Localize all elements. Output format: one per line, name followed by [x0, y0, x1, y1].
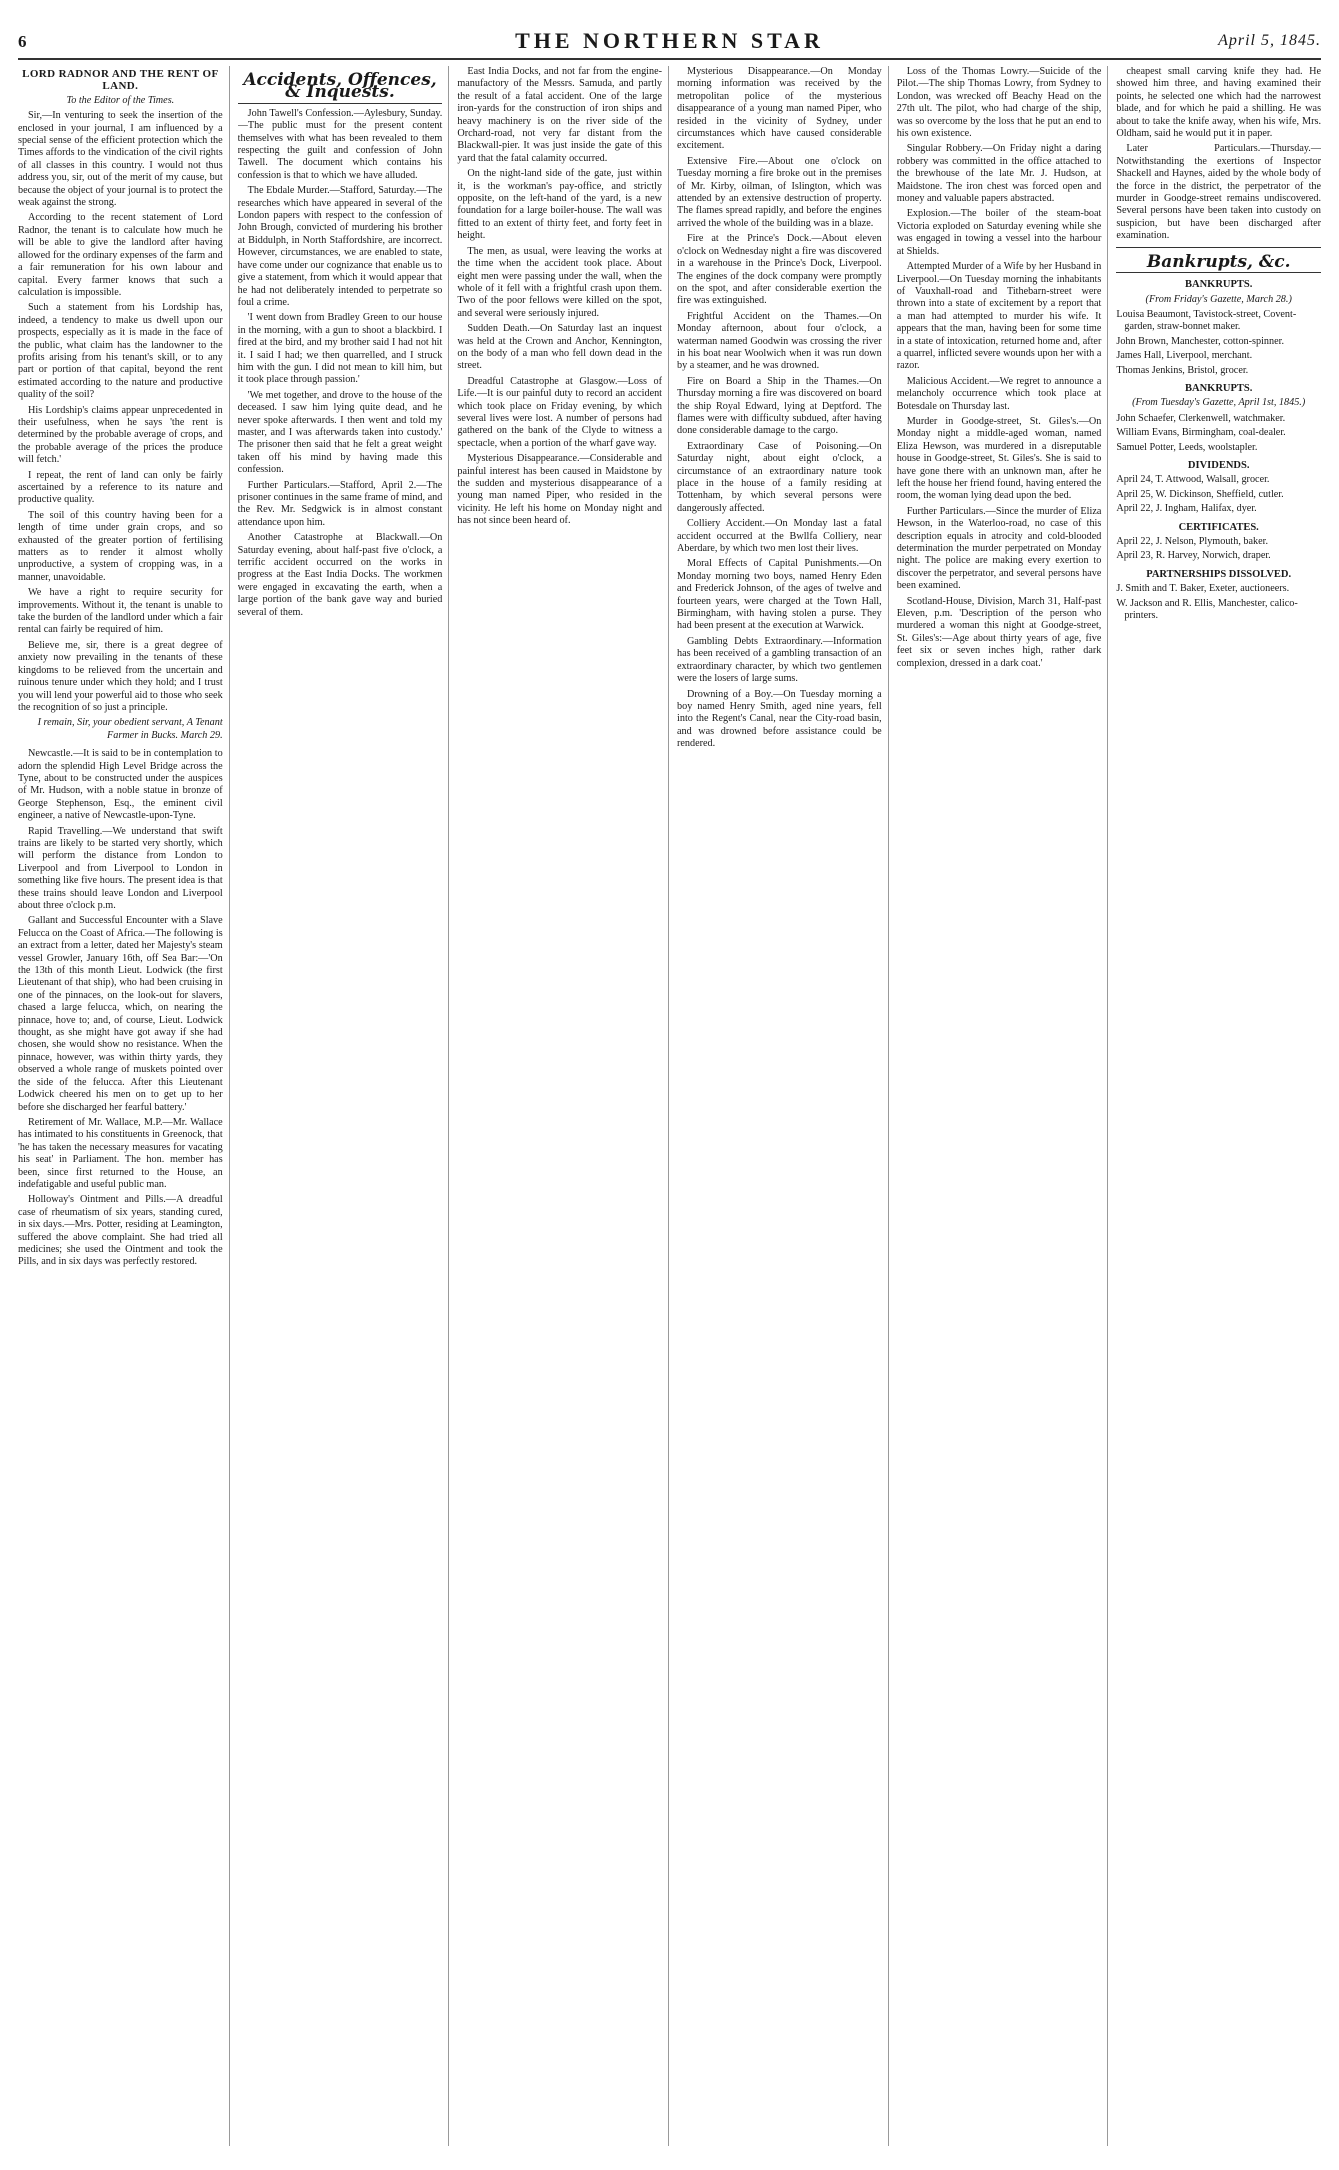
article-paragraph: Loss of the Thomas Lowry.—Suicide of the Pilot.—The ship Thomas Lowry, from Sydney to London, was wrecked off Beachy Head on the 27th ult. The pilot, who had charge of the ship, was so overcome by the loss that he put an end to his own existence. [896, 66, 1102, 140]
article [238, 480, 443, 619]
article-paragraph: Dreadful Catastrophe at Glasgow.—Loss of Life.—It is our painful duty to record an accident which took place on Friday evening, by which several lives were lost. A number of persons had gathered on the bank of the Clyde to witness a spectacle, when a portion of the wharf gave way. [457, 375, 663, 449]
article-paragraph: The men, as usual, were leaving the works at the time when the accident took place. About eight men were passing under the wall, when the whole of it fell with a frightful crash upon them. Two of the poor fellows were killed on the spot, and several were seriously injured. [457, 245, 663, 319]
list-item: April 22, J. Ingham, Halifax, dyer. [1116, 503, 1257, 515]
article-paragraph: Extensive Fire.—About one o'clock on Tuesday morning a fire broke out in the premises of Mr. Kirby, oilman, of Islington, which was attended by an extensive destruction of property. The flames spread rapidly, and before the engines arrived the whole of the building was in a blaze. [677, 155, 882, 229]
article-paragraph: Sudden Death.—On Saturday last an inquest was held at the Crown and Anchor, Kennington, on the body of a man who fell down dead in the street. [457, 323, 663, 372]
article-paragraph: His Lordship's claims appear unprecedented in their usefulness, when he says 'the rent is determined by the probable average of crops, and the probable average of the prices the produce will fetch.' [18, 404, 223, 466]
article [677, 66, 882, 751]
list-heading: CERTIFICATES. [1178, 521, 1259, 533]
bankrupts-section-heading: Bankrupts, &c. [1146, 251, 1291, 272]
article-paragraph: Frightful Accident on the Thames.—On Monday afternoon, about four o'clock, a waterman named Goodwin was crossing the river in his boat near Woolwich when it was run down by a steamer, and he was drowned. [677, 310, 882, 372]
article-paragraph: The Ebdale Murder.—Stafford, Saturday.—The researches which have appeared in several of the London papers with respect to the confession of John Brough, convicted of murdering his brother at Biddulph, in North Staffordshire, are incorrect. However, circumstances, we are enabled to state, have come under our cognizance that enable us to give a statement, from which it would appear that he had not deliberately intended to perpetrate so foul a crime. [237, 185, 443, 308]
masthead [18, 28, 1321, 54]
column-6 [1116, 66, 1321, 2146]
article [18, 68, 223, 742]
article-paragraph: Colliery Accident.—On Monday last a fatal accident occurred at the Bwllfa Colliery, near Aberdare, by which two men lost their lives. [677, 518, 882, 555]
article-subhead: To the Editor of the Times. [66, 94, 175, 106]
column-1 [18, 66, 230, 2146]
list-item: W. Jackson and R. Ellis, Manchester, calico-printers. [1116, 597, 1298, 622]
article-paragraph: Later Particulars.—Thursday.—Notwithstanding the exertions of Inspector Shackell and Haynes, aided by the whole body of the force in the district, the perpetrator of the murder in Goodge-street remains undiscovered. Several persons have been taken into custody on suspicion, but have been discharged after examination. [1116, 143, 1322, 242]
article-paragraph: Rapid Travelling.—We understand that swift trains are likely to be started very shortly, which will perform the distance from London to Liverpool and from Liverpool to London in something like five hours. The present idea is that these trains should leave London and Liverpool about three o'clock p.m. [18, 825, 223, 911]
section-heading: Accidents, Offences, & Inquests. [243, 70, 437, 103]
article-paragraph: Moral Effects of Capital Punishments.—On Monday morning two boys, named Henry Eden and Frederick Johnson, of the ages of twelve and fourteen years, were charged at the Town Hall, Birmingham, with having stolen a purse. They had been present at the execution at Warwick. [677, 558, 882, 632]
article-paragraph: Such a statement from his Lordship has, indeed, a tendency to make us dwell upon our prospects, especially as it is made in the face of the public, what claim has the landowner to the profits arising from his tenant's skill, or to any part or portion of that capital, beyond the rent estimated according to the nature and productive quality of the soil? [18, 302, 223, 401]
page-number: 6 [18, 32, 27, 51]
masthead-rule [18, 58, 1321, 60]
article-paragraph: Explosion.—The boiler of the steam-boat Victoria exploded on Saturday evening while she was engaged in towing a vessel into the harbour at Shields. [896, 208, 1102, 257]
article-paragraph: Fire at the Prince's Dock.—About eleven o'clock on Wednesday night a fire was discovered in a warehouse in the Prince's Dock, Liverpool. The engines of the dock company were promptly on the spot, and after considerable exertion the fire was extinguished. [677, 233, 882, 307]
column-2 [238, 66, 450, 2146]
article-paragraph: cheapest small carving knife they had. He showed him three, and having examined their points, he selected one which had the narrowest blade, and for which he paid a shilling. He was about to take the knife away, when his wife, Mrs. Oldham, said he would put it in paper. [1116, 66, 1322, 140]
article-headline: LORD RADNOR AND THE RENT OF LAND. [22, 68, 219, 93]
article-paragraph: Another Catastrophe at Blackwall.—On Saturday evening, about half-past five o'clock, a terrific accident occurred on the works in progress at the East India Docks. The workmen were engaged in excavating the earth, when a large portion of the bank gave way and buried several of them. [237, 532, 443, 618]
article-paragraph: John Tawell's Confession.—Aylesbury, Sunday.—The public must for the present content themselves with what has been revealed to them respecting the guilt and confession of John Tawell. The document which contains his confession is that to which we have alluded. [237, 107, 443, 181]
list-heading: PARTNERSHIPS DISSOLVED. [1146, 568, 1292, 580]
column-4 [677, 66, 889, 2146]
list-item: April 23, R. Harvey, Norwich, draper. [1116, 550, 1271, 562]
article-paragraph: Scotland-House, Division, March 31, Half-past Eleven, p.m. 'Description of the person who murdered a woman this night at Goodge-street, St. Giles's:—Age about thirty years of age, five feet six or seven inches high, rather dark complexion, dressed in a dark coat.' [896, 595, 1102, 669]
list-heading: BANKRUPTS. [1185, 279, 1253, 291]
article-paragraph: Gambling Debts Extraordinary.—Information has been received of a gambling transaction of an extraordinary character, by which two gentlemen were the losers of large sums. [677, 635, 882, 685]
issue-date: April 5, 1845. [1218, 32, 1321, 49]
article-paragraph: Extraordinary Case of Poisoning.—On Saturday night, about eight o'clock, a circumstance of an extraordinary nature took place in the house of a family residing at Tottenham, by which several persons were dangerously affected. [677, 440, 882, 514]
article-paragraph: Mysterious Disappearance.—On Monday morning information was received by the metropolitan police of the mysterious disappearance of a young man named Piper, who resided in the vicinity of Sydney, under circumstances which have caused considerable excitement. [677, 66, 882, 152]
newspaper-page [18, 28, 1321, 2153]
list-heading: BANKRUPTS. [1185, 382, 1253, 394]
article-paragraph: East India Docks, and not far from the engine-manufactory of the Messrs. Samuda, and partly the result of a fatal accident. One of the large iron-yards for the construction of iron ships and heavy machinery is on the river side of the Orchard-road, not very far distant from the Blackwall-pier. It was just inside the gate of this yard that the fatal calamity occurred. [457, 66, 663, 164]
article-paragraph: Further Particulars.—Stafford, April 2.—The prisoner continues in the same frame of mind, and the Rev. Mr. Sedgwick is in almost constant attendance upon him. [237, 479, 443, 528]
article-paragraph: The soil of this country having been for a length of time under grain crops, and so exhausted of the greater portion of fertilising matters as to render it almost wholly unproductive, a system of cropping was, in a manner, unavoidable. [18, 509, 223, 583]
article-paragraph: We have a right to require security for improvements. Without it, the tenant is unable to take the burden of the landlord under which a fair rental can fairly be required of him. [18, 587, 223, 636]
article-paragraph: Drowning of a Boy.—On Tuesday morning a boy named Henry Smith, aged nine years, fell into the Regent's Canal, near the City-road basin, and was drowned before assistance could be rendered. [677, 688, 882, 750]
article-paragraph: 'I went down from Bradley Green to our house in the morning, with a gun to shoot a blackbird. I fired at the bird, and my brother said I had not hit it. I said I had; we then quarrelled, and I struck him with the gun. I did not mean to kill him, but it took place through passion.' [237, 312, 443, 386]
article-paragraph: Further Particulars.—Since the murder of Eliza Hewson, in the Waterloo-road, no case of this description equals in atrocity and cold-blooded determination the murder perpetrated on Monday night. The police are making every exertion to discover the perpetrator, and several persons have been examined. [896, 505, 1102, 592]
article-paragraph: Sir,—In venturing to seek the insertion of the enclosed in your journal, I am influenced by a special sense of the efficient protection which the Times affords to the vindication of the civil rights of all classes in this country. I would not thus address you, sir, out of the merit of my cause, but because the object of your journal is to protect the weak against the strong. [18, 110, 223, 209]
list-item: J. Smith and T. Baker, Exeter, auctioneers. [1116, 583, 1290, 595]
article-paragraph: According to the recent statement of Lord Radnor, the tenant is to calculate how much he will be able to give the landlord after having allowed for the ordinary expenses of the farm and a fair remuneration for his own labour and capital. Every farmer knows that such a calculation is impossible. [18, 212, 223, 298]
list-item: April 25, W. Dickinson, Sheffield, cutler. [1116, 488, 1284, 500]
article-paragraph: Malicious Accident.—We regret to announce a melancholy occurrence which took place at Botesdale on Thursday last. [896, 375, 1102, 412]
article-signature: I remain, Sir, your obedient servant, A Tenant Farmer in Bucks. March 29. [37, 717, 223, 741]
article-paragraph: Retirement of Mr. Wallace, M.P.—Mr. Wallace has intimated to his constituents in Greenock, that 'he has taken the necessary measures for vacating his seat' in Parliament. The hon. member has been, since first returned to the House, an indefatigable and useful public man. [18, 1116, 223, 1190]
list-item: Thomas Jenkins, Bristol, grocer. [1116, 364, 1249, 376]
list-item: John Brown, Manchester, cotton-spinner. [1116, 335, 1285, 347]
list-item: James Hall, Liverpool, merchant. [1116, 350, 1253, 362]
article [18, 748, 223, 1269]
paper-title: THE NORTHERN STAR [515, 28, 824, 53]
list-item: April 24, T. Attwood, Walsall, grocer. [1116, 474, 1270, 486]
article-paragraph: On the night-land side of the gate, just within it, is the workman's pay-office, and strictly opposite, on the left-hand of the yard, is a new foundation for a large boiler-house. The wall was fitted to an extent of thirty feet, and forty feet in height. [457, 168, 663, 242]
article-paragraph: Mysterious Disappearance.—Considerable and painful interest has been caused in Maidstone by the sudden and mysterious disappearance of a young man named Piper, who resided in the vicinity. He left his home on Monday night and has not since been heard of. [457, 453, 663, 527]
article-paragraph: Fire on Board a Ship in the Thames.—On Thursday morning a fire was discovered on board the ship Royal Edward, lying at Deptford. The flames were with difficulty subdued, after having done considerable damage to the cargo. [677, 375, 882, 437]
article [1116, 66, 1321, 243]
article-paragraph: Newcastle.—It is said to be in contemplation to adorn the splendid High Level Bridge across the Tyne, about to be constructed under the auspices of Mr. Hudson, with a noble statue in bronze of George Stephenson, Esq., the eminent civil engineer, a native of Newcastle-upon-Tyne. [18, 748, 223, 822]
list-subheading: (From Friday's Gazette, March 28.) [1145, 293, 1292, 305]
section-rule [238, 103, 443, 104]
list-item: Samuel Potter, Leeds, woolstapler. [1116, 441, 1258, 453]
list-item: April 22, J. Nelson, Plymouth, baker. [1116, 536, 1269, 547]
article-paragraph: I repeat, the rent of land can only be fairly ascertained by a reference to its nature and productive quality. [18, 469, 223, 506]
column-3 [457, 66, 669, 2146]
article-paragraph: Murder in Goodge-street, St. Giles's.—On Monday night a middle-aged woman, named Eliza Hewson, was murdered in a disreputable house in Goodge-street, St. Giles's. She is said to have gone there with an unknown man, after he left the house her friend found, having entered the room, the woman lying dead upon the bed. [896, 415, 1102, 502]
article [457, 66, 662, 528]
article [897, 66, 1102, 670]
columns [18, 66, 1321, 2146]
list-subheading: (From Tuesday's Gazette, April 1st, 1845.) [1132, 397, 1306, 409]
article [238, 108, 443, 477]
list-heading: DIVIDENDS. [1187, 459, 1250, 471]
section-rule [1116, 272, 1321, 273]
article-paragraph: Believe me, sir, there is a great degree of anxiety now prevailing in the tenants of these kingdoms to be relieved from the uncertain and ruinous tenure under which they hold; and I trust you will lend your powerful aid to those who seek the recognition of so just a principle. [18, 639, 223, 713]
list-item: Louisa Beaumont, Tavistock-street, Covent-garden, straw-bonnet maker. [1116, 308, 1297, 333]
article-paragraph: Holloway's Ointment and Pills.—A dreadful case of rheumatism of six years, standing cured, in six days.—Mrs. Potter, residing at Leamington, suffered the above complaint. She had tried all medicines; she used the Ointment and took the Pills, and in six days was perfectly restored. [18, 1194, 223, 1268]
article-paragraph: Gallant and Successful Encounter with a Slave Felucca on the Coast of Africa.—The following is an extract from a letter, dated her Majesty's steam vessel Growler, January 16th, off Sea Bar:—'On the 13th of this month Lieut. Lodwick (the first Lieutenant of that ship), who had been cruising in one of the pinnaces, on the look-out for slavers, chased a large felucca, which, on nearing the pinnace, hove to; and, of course, Lieut. Lodwick thought, as she might have got away if she had chosen, she would show no resistance. When the pinnace, however, was within thirty yards, they observed a whole range of muskets pointed over the side of the felucca. After this Lieutenant Lodwick cheered his men on to get up to her before she discharged her fearful battery.' [18, 915, 223, 1113]
article-paragraph: Singular Robbery.—On Friday night a daring robbery was committed in the office attached to the brewhouse of the late Mr. J. Hudson, at Maidstone. The iron chest was forced open and money and valuable papers abstracted. [896, 143, 1102, 205]
section-rule [1116, 247, 1321, 248]
list-item: William Evans, Birmingham, coal-dealer. [1116, 427, 1286, 439]
list-item: John Schaefer, Clerkenwell, watchmaker. [1116, 412, 1286, 424]
article-paragraph: 'We met together, and drove to the house of the deceased. I saw him lying quite dead, and he never spoke afterwards. I then went and told my master, and I was afterwards taken into custody.' The prisoner then said that he felt a great weight taken off his mind by having made this confession. [237, 389, 443, 476]
column-5 [897, 66, 1109, 2146]
article-paragraph: Attempted Murder of a Wife by her Husband in Liverpool.—On Tuesday morning the inhabitants of Vauxhall-road and Tithebarn-street were thrown into a state of excitement by a report that a man had attempted to murder his wife. It appears that the man, having been for some time in a state of intoxication, returned home and, after a quarrel, inflicted severe wounds upon her with a razor. [896, 261, 1102, 372]
